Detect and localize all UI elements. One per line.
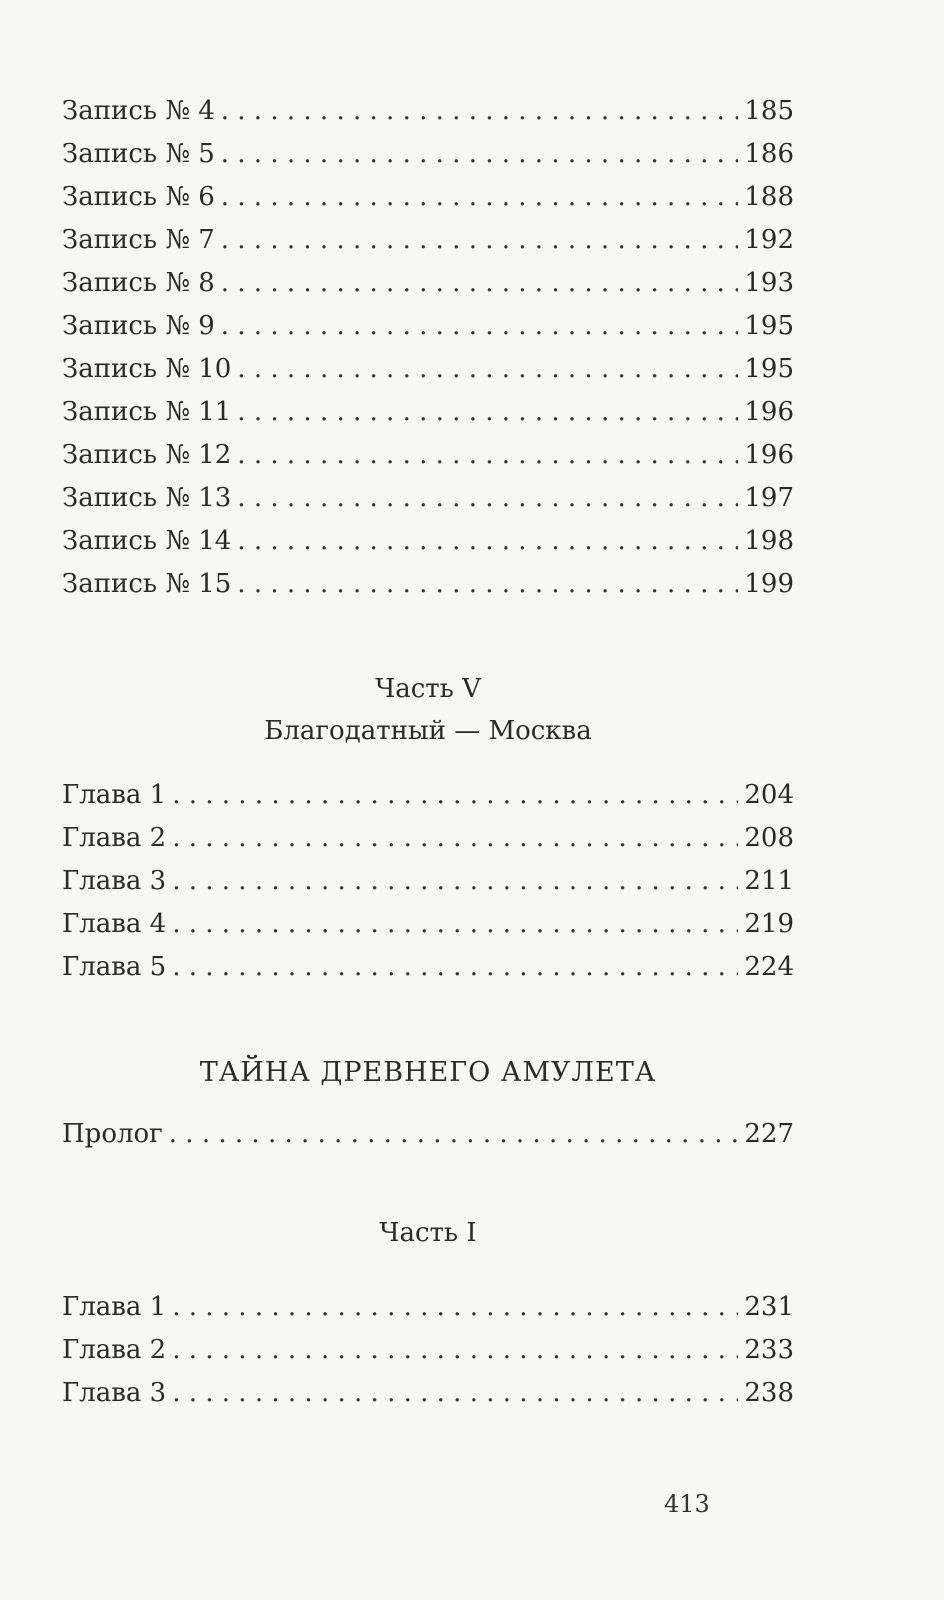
toc-page-number: 211 xyxy=(744,866,794,896)
part-v-heading: Часть V xyxy=(375,674,481,704)
toc-page-number: 227 xyxy=(744,1119,794,1149)
toc-row[interactable] xyxy=(62,219,794,262)
records-list xyxy=(62,90,794,606)
toc-row[interactable] xyxy=(62,305,794,348)
toc-page-number: 197 xyxy=(744,483,794,513)
part-v-subheading: Благодатный — Москва xyxy=(264,716,592,746)
toc-page xyxy=(62,90,794,1415)
toc-label: Пролог xyxy=(62,1119,163,1149)
toc-row[interactable] xyxy=(62,563,794,606)
toc-page-number: 192 xyxy=(744,225,794,255)
part-i-chapters xyxy=(62,1286,794,1415)
toc-page-number: 233 xyxy=(744,1335,794,1365)
toc-row[interactable] xyxy=(62,133,794,176)
toc-page-number: 195 xyxy=(744,354,794,384)
toc-label: Запись № 12 xyxy=(62,440,232,470)
page-number: 413 xyxy=(664,1490,710,1518)
toc-page-number: 238 xyxy=(744,1378,794,1408)
leader-dots xyxy=(172,860,738,903)
toc-label: Глава 1 xyxy=(62,780,167,810)
leader-dots xyxy=(172,1372,738,1415)
toc-row[interactable] xyxy=(62,1329,794,1372)
toc-label: Запись № 13 xyxy=(62,483,232,513)
toc-row-prologue[interactable] xyxy=(62,1113,794,1156)
leader-dots xyxy=(237,391,738,434)
toc-row[interactable] xyxy=(62,434,794,477)
spacer xyxy=(62,752,794,774)
toc-page-number: 204 xyxy=(744,780,794,810)
toc-row[interactable] xyxy=(62,520,794,563)
toc-label: Запись № 14 xyxy=(62,526,232,556)
part-i-heading: Часть I xyxy=(379,1218,477,1248)
leader-dots xyxy=(172,903,738,946)
toc-page-number: 208 xyxy=(744,823,794,853)
toc-page-number: 224 xyxy=(744,952,794,982)
leader-dots xyxy=(172,946,738,989)
toc-row[interactable] xyxy=(62,477,794,520)
leader-dots xyxy=(237,520,738,563)
toc-label: Запись № 8 xyxy=(62,268,215,298)
leader-dots xyxy=(221,262,739,305)
toc-label: Глава 5 xyxy=(62,952,167,982)
toc-page-number: 196 xyxy=(744,440,794,470)
book-title: ТАЙНА ДРЕВНЕГО АМУЛЕТА xyxy=(199,1057,657,1088)
toc-row[interactable] xyxy=(62,817,794,860)
toc-label: Запись № 10 xyxy=(62,354,232,384)
toc-page-number: 196 xyxy=(744,397,794,427)
toc-row[interactable] xyxy=(62,774,794,817)
toc-label: Глава 3 xyxy=(62,866,167,896)
toc-page-number: 195 xyxy=(744,311,794,341)
leader-dots xyxy=(172,1286,738,1329)
leader-dots xyxy=(172,1329,738,1372)
leader-dots xyxy=(237,477,738,520)
toc-row[interactable] xyxy=(62,946,794,989)
toc-label: Запись № 11 xyxy=(62,397,232,427)
spacer xyxy=(62,989,794,1051)
spacer xyxy=(62,1156,794,1212)
toc-label: Глава 2 xyxy=(62,823,167,853)
toc-row[interactable] xyxy=(62,262,794,305)
toc-label: Глава 2 xyxy=(62,1335,167,1365)
leader-dots xyxy=(169,1113,739,1156)
toc-page-number: 199 xyxy=(744,569,794,599)
toc-page-number: 193 xyxy=(744,268,794,298)
toc-label: Запись № 5 xyxy=(62,139,215,169)
toc-row[interactable] xyxy=(62,348,794,391)
toc-row[interactable] xyxy=(62,1286,794,1329)
toc-row[interactable] xyxy=(62,176,794,219)
toc-label: Глава 4 xyxy=(62,909,167,939)
toc-page-number: 185 xyxy=(744,96,794,126)
toc-label: Запись № 6 xyxy=(62,182,215,212)
toc-page-number: 219 xyxy=(744,909,794,939)
toc-row[interactable] xyxy=(62,1372,794,1415)
leader-dots xyxy=(221,219,739,262)
leader-dots xyxy=(221,133,739,176)
leader-dots xyxy=(172,817,738,860)
spacer xyxy=(62,1254,794,1286)
toc-label: Запись № 9 xyxy=(62,311,215,341)
toc-label: Запись № 7 xyxy=(62,225,215,255)
toc-row[interactable] xyxy=(62,90,794,133)
toc-label: Запись № 4 xyxy=(62,96,215,126)
leader-dots xyxy=(237,563,738,606)
toc-row[interactable] xyxy=(62,391,794,434)
toc-row[interactable] xyxy=(62,860,794,903)
leader-dots xyxy=(221,90,739,133)
toc-page-number: 231 xyxy=(744,1292,794,1322)
toc-page-number: 186 xyxy=(744,139,794,169)
toc-label: Запись № 15 xyxy=(62,569,232,599)
leader-dots xyxy=(172,774,738,817)
toc-page-number: 188 xyxy=(744,182,794,212)
leader-dots xyxy=(221,305,739,348)
leader-dots xyxy=(221,176,739,219)
toc-row[interactable] xyxy=(62,903,794,946)
part-v-chapters xyxy=(62,774,794,989)
toc-label: Глава 1 xyxy=(62,1292,167,1322)
spacer xyxy=(62,1095,794,1113)
spacer xyxy=(62,606,794,668)
leader-dots xyxy=(237,348,738,391)
toc-label: Глава 3 xyxy=(62,1378,167,1408)
toc-page-number: 198 xyxy=(744,526,794,556)
leader-dots xyxy=(237,434,738,477)
